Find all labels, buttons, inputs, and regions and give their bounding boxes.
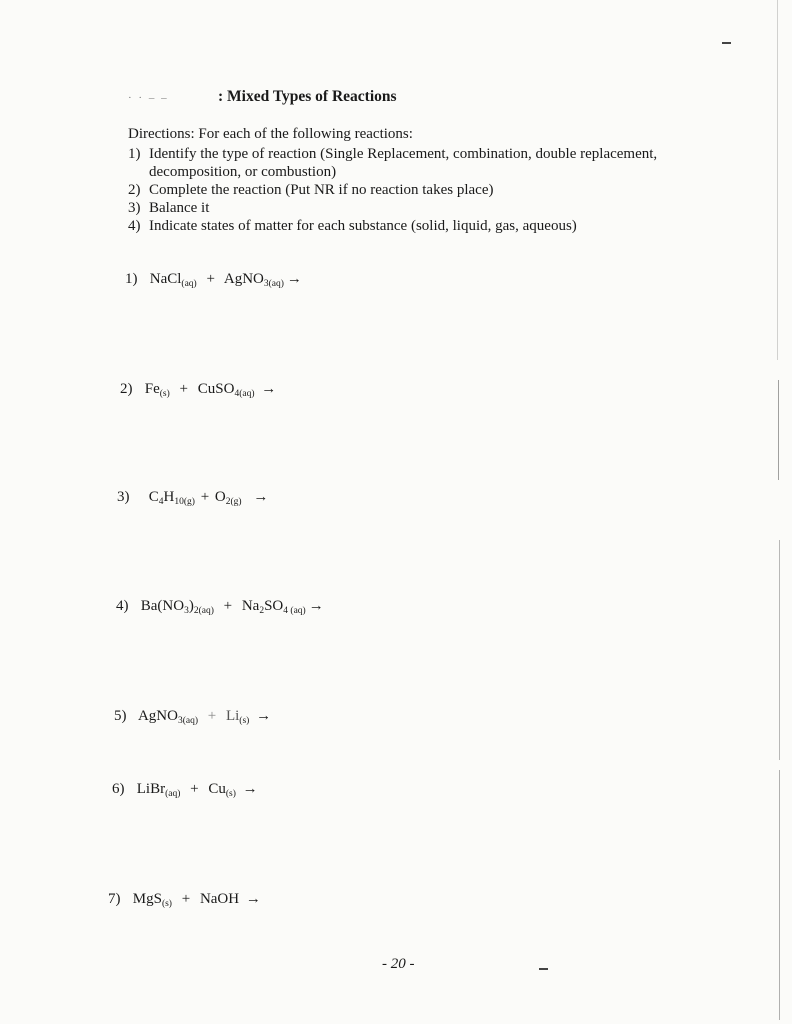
reactant-b: O: [214, 489, 226, 505]
page-number: - 20 -: [382, 956, 415, 972]
direction-item: [128, 145, 688, 181]
state-subscript: (aq): [288, 606, 306, 616]
reaction-number: 6): [112, 781, 125, 797]
reaction-6: [112, 781, 258, 798]
reactant-a: NaCl: [149, 271, 182, 287]
reaction-4: [116, 598, 324, 615]
plus-sign: +: [207, 708, 217, 724]
state-subscript: (aq): [181, 279, 197, 289]
scan-edge-line: [779, 770, 780, 1020]
reactant-b: CuSO: [197, 381, 235, 397]
formula-subscript: 4: [234, 389, 240, 399]
formula-subscript: 2: [225, 497, 231, 507]
formula-subscript: 4: [158, 497, 164, 507]
directions-heading: Directions: For each of the following reactions:: [128, 126, 413, 142]
reactant-b: Na: [241, 598, 260, 614]
plus-sign: +: [200, 489, 210, 505]
reaction-number: 2): [120, 381, 133, 397]
reactant-b: AgNO: [223, 271, 264, 287]
formula-subscript: 10: [174, 497, 184, 507]
reaction-number: 5): [114, 708, 127, 724]
direction-item: [128, 217, 688, 235]
reactant-b: Cu: [208, 781, 226, 797]
reactant-a: MgS: [132, 891, 162, 907]
arrow-icon: →: [253, 489, 269, 505]
reactant-a-part: ): [188, 598, 194, 614]
direction-text: Identify the type of reaction (Single Replacement, combination, double replacement, decomposition, or combustion): [149, 146, 658, 180]
reactant-b: Li: [225, 708, 240, 724]
formula-subscript: 3: [184, 606, 189, 616]
reaction-7: [108, 891, 261, 908]
scan-speck: [722, 42, 731, 44]
arrow-icon: →: [261, 381, 277, 397]
state-subscript: (g): [230, 497, 242, 507]
direction-item: [128, 181, 688, 199]
reaction-number: 1): [125, 271, 138, 287]
state-subscript: (aq): [268, 279, 284, 289]
reaction-number: 4): [116, 598, 129, 614]
title-prefix-dashes: · · – –: [128, 92, 169, 104]
reactant-a: Ba(NO: [140, 598, 185, 614]
arrow-icon: →: [286, 271, 302, 287]
reaction-5: [114, 708, 271, 725]
reaction-1: [125, 271, 302, 288]
reactant-b-part: SO: [264, 598, 284, 614]
reaction-2: [120, 381, 276, 398]
reactant-a: LiBr: [136, 781, 166, 797]
reaction-number: 3): [117, 489, 130, 505]
direction-text: Indicate states of matter for each substance (solid, liquid, gas, aqueous): [149, 218, 577, 234]
reactant-a-part: H: [163, 489, 175, 505]
arrow-icon: →: [308, 598, 324, 614]
reaction-3: [117, 489, 268, 506]
state-subscript: (aq): [182, 716, 198, 726]
direction-number: 1): [128, 146, 141, 162]
formula-subscript: 2: [193, 606, 199, 616]
formula-subscript: 3: [263, 279, 269, 289]
direction-number: 3): [128, 200, 141, 216]
plus-sign: +: [190, 781, 199, 797]
direction-number: 2): [128, 182, 141, 198]
scan-speck: [539, 968, 548, 970]
plus-sign: +: [223, 598, 233, 614]
arrow-icon: →: [245, 891, 261, 907]
direction-item: [128, 199, 688, 217]
directions-list: [128, 145, 688, 235]
reactant-a: C: [148, 489, 159, 505]
formula-subscript: 4: [283, 606, 289, 616]
direction-text: Complete the reaction (Put NR if no reaction takes place): [149, 182, 494, 198]
reactant-b: NaOH: [199, 891, 240, 907]
scan-edge-line: [779, 540, 780, 760]
formula-subscript: 3: [177, 716, 183, 726]
direction-text: Balance it: [149, 200, 210, 216]
scan-edge-line: [777, 0, 778, 360]
state-subscript: (aq): [239, 389, 255, 399]
state-subscript: (s): [161, 899, 172, 909]
state-subscript: (aq): [165, 789, 181, 799]
plus-sign: +: [181, 891, 191, 907]
reactant-a: AgNO: [137, 708, 178, 724]
state-subscript: (s): [159, 389, 170, 399]
state-subscript: (g): [183, 497, 195, 507]
state-subscript: (aq): [198, 606, 214, 616]
plus-sign: +: [179, 381, 188, 397]
state-subscript: (s): [239, 716, 250, 726]
page-title: : Mixed Types of Reactions: [218, 88, 397, 105]
formula-subscript: 2: [259, 606, 265, 616]
scan-edge-line: [778, 380, 779, 480]
reaction-number: 7): [108, 891, 121, 907]
arrow-icon: →: [256, 708, 272, 724]
plus-sign: +: [206, 271, 215, 287]
arrow-icon: →: [242, 781, 258, 797]
direction-number: 4): [128, 218, 141, 234]
state-subscript: (s): [225, 789, 236, 799]
reactant-a: Fe: [144, 381, 160, 397]
